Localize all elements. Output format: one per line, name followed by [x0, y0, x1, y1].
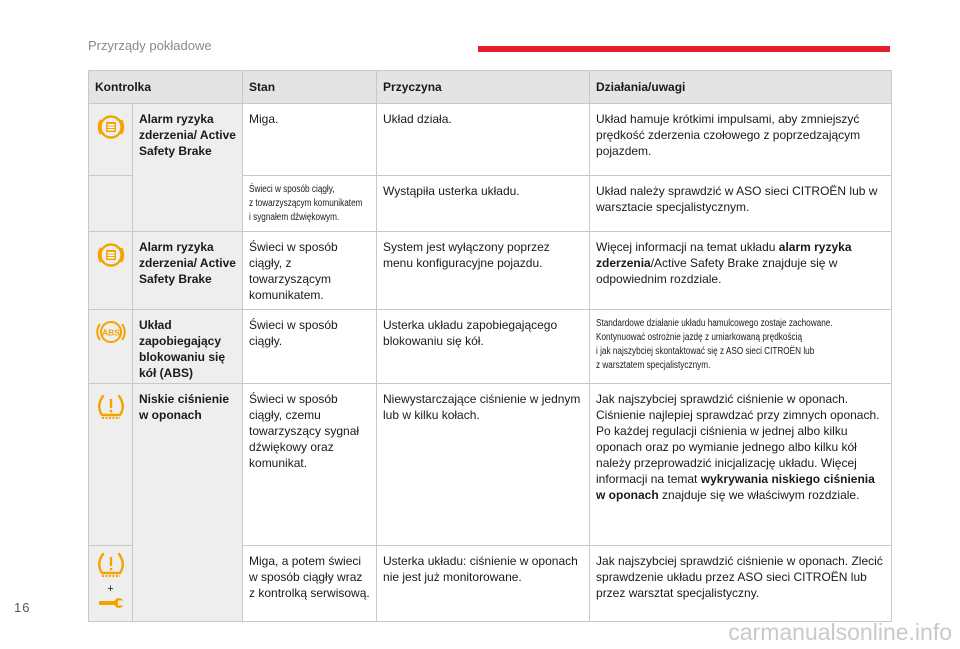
wrench-icon	[97, 596, 125, 614]
column-header-state: Stan	[243, 71, 377, 104]
state-cell: Świeci w sposób ciągły, z towarzyszącym komunikatem i sygnałem dźwiękowym.	[243, 176, 377, 232]
cause-cell: Wystąpiła usterka układu.	[377, 176, 590, 232]
watermark-text: carmanualsonline.info	[728, 619, 952, 645]
lamp-name: Alarm ryzyka zderzenia/ Active Safety Brake	[133, 104, 243, 232]
icon-cell	[89, 176, 133, 232]
svg-text:ABS: ABS	[101, 327, 120, 338]
low-tyre-pressure-icon	[96, 392, 126, 422]
icon-cell	[89, 384, 133, 546]
icon-cell	[89, 232, 133, 310]
collision-risk-alert-icon	[96, 112, 126, 142]
cause-cell: Usterka układu zapobiegającego blokowaniu się kół.	[377, 310, 590, 384]
action-cell: Układ należy sprawdzić w ASO sieci CITROËN lub w warsztacie specjalistycznym.	[590, 176, 892, 232]
table-header-row	[89, 71, 892, 104]
state-cell: Świeci w sposób ciągły, z towarzyszącym komunikatem.	[243, 232, 377, 310]
header-accent-bar	[478, 46, 890, 52]
state-cell: Miga.	[243, 104, 377, 176]
cause-cell: Układ działa.	[377, 104, 590, 176]
lamp-name: Alarm ryzyka zderzenia/ Active Safety Brake	[133, 232, 243, 310]
tyre-pressure-and-service-wrench-icon	[96, 552, 126, 580]
column-header-cause: Przyczyna	[377, 71, 590, 104]
lamp-name: Układ zapobiegający blokowaniu się kół (ABS)	[133, 310, 243, 384]
page-number: 16	[14, 600, 31, 615]
state-cell: Świeci w sposób ciągły.	[243, 310, 377, 384]
action-cell: Jak najszybciej sprawdzić ciśnienie w oponach. Zlecić sprawdzenie układu przez ASO sieci CITROËN lub przez warsztat specjalistyczny.	[590, 546, 892, 622]
page-header-title: Przyrządy pokładowe	[88, 38, 212, 53]
plus-sign: +	[107, 583, 114, 595]
cause-cell: Usterka układu: ciśnienie w oponach nie jest już monitorowane.	[377, 546, 590, 622]
state-cell: Miga, a potem świeci w sposób ciągły wraz z kontrolką serwisową.	[243, 546, 377, 622]
action-cell: Układ hamuje krótkimi impulsami, aby zmniejszyć prędkość zderzenia czołowego z poprzedzającym pojazdem.	[590, 104, 892, 176]
cause-cell: Niewystarczające ciśnienie w jednym lub w kilku kołach.	[377, 384, 590, 546]
table-row	[89, 310, 892, 384]
icon-cell	[89, 310, 133, 384]
table-row	[89, 384, 892, 546]
column-header-lamp: Kontrolka	[89, 71, 243, 104]
collision-risk-alert-icon	[96, 240, 126, 270]
state-cell: Świeci w sposób ciągły, czemu towarzyszący sygnał dźwiękowy oraz komunikat.	[243, 384, 377, 546]
icon-cell	[89, 546, 133, 622]
abs-warning-icon	[95, 318, 127, 346]
icon-cell	[89, 104, 133, 176]
table-row	[89, 104, 892, 176]
action-cell: Jak najszybciej sprawdzić ciśnienie w oponach. Ciśnienie najlepiej sprawdzać przy zimnych oponach. Po każdej regulacji ciśnienia w jednej albo kilku oponach oraz po wymianie jednego albo kilku kół należy przeprowadzić inicjalizację układu. Więcej informacji na temat wykrywania niskiego ciśnienia w oponach znajduje się we właściwym rozdziale.	[590, 384, 892, 546]
action-cell: Więcej informacji na temat układu alarm ryzyka zderzenia/Active Safety Brake znajduje się w odpowiednim rozdziale.	[590, 232, 892, 310]
column-header-action: Działania/uwagi	[590, 71, 892, 104]
table-row	[89, 232, 892, 310]
cause-cell: System jest wyłączony poprzez menu konfiguracyjne pojazdu.	[377, 232, 590, 310]
warning-lamp-table	[88, 70, 892, 622]
action-cell: Standardowe działanie układu hamulcowego zostaje zachowane. Kontynuować ostrożnie jazdę z umiarkowaną prędkością i jak najszybciej skontaktować się z ASO sieci CITROËN lub z warsztatem specjalistycznym.	[590, 310, 892, 384]
lamp-name: Niskie ciśnienie w oponach	[133, 384, 243, 622]
